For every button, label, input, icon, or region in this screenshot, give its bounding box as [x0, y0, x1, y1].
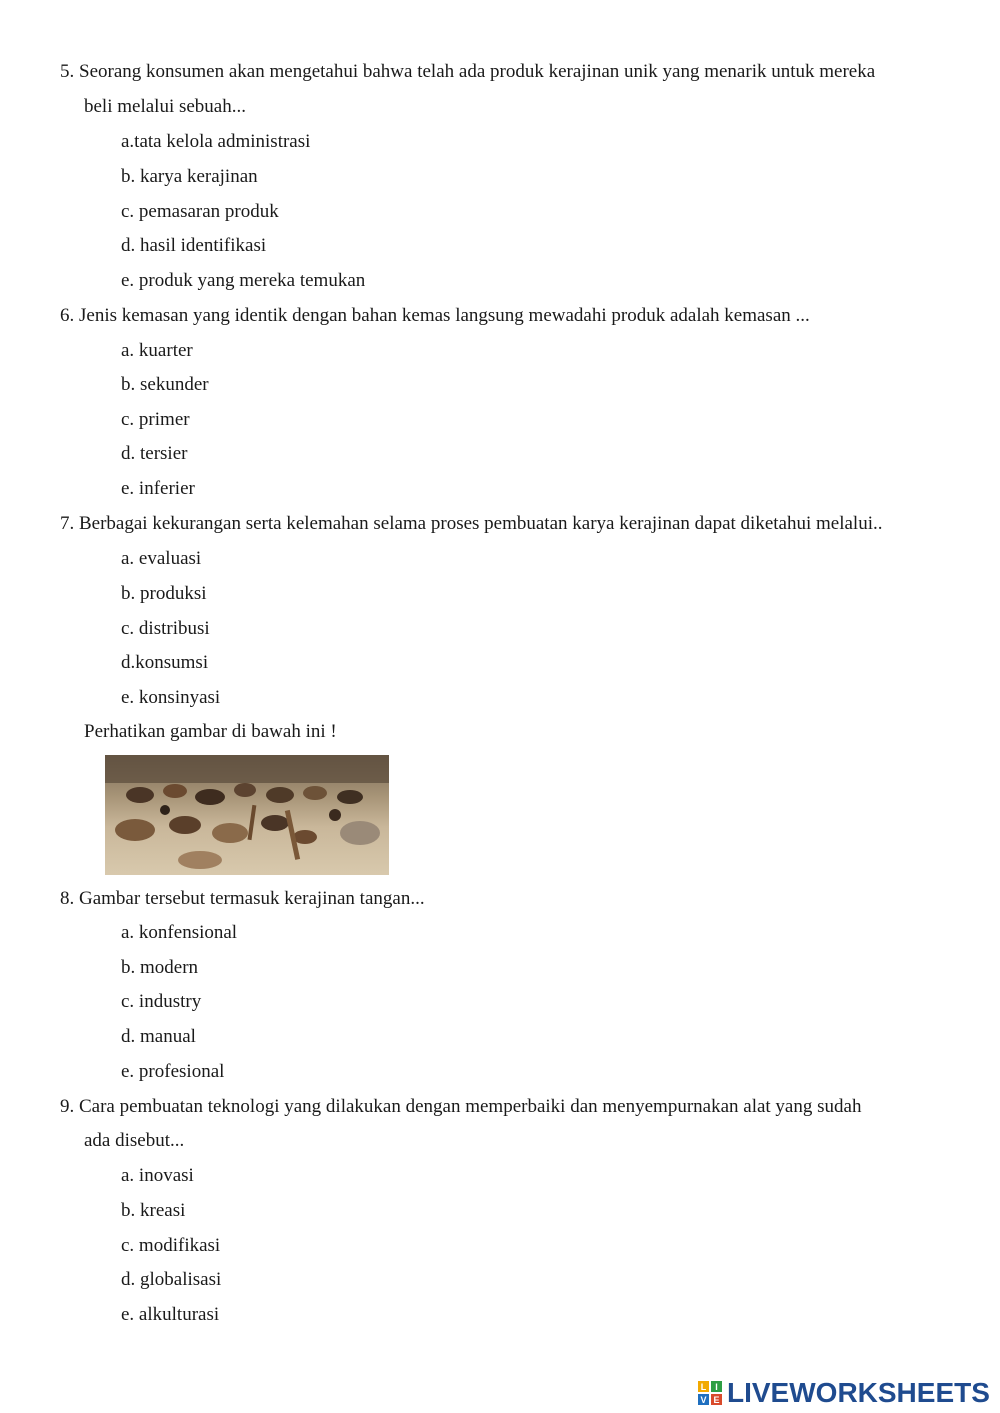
question-5-text-cont: beli melalui sebuah...: [84, 96, 246, 117]
svg-text:L: L: [700, 1382, 707, 1392]
q7-option-a: a. evaluasi: [121, 548, 202, 569]
question-9-text-cont: ada disebut...: [84, 1130, 185, 1151]
q6-option-b: b. sekunder: [121, 374, 209, 395]
q6-option-e: e. inferier: [121, 478, 195, 499]
q9-option-b: b. kreasi: [121, 1200, 186, 1221]
svg-text:V: V: [700, 1395, 707, 1405]
q8-option-d: d. manual: [121, 1026, 196, 1047]
craft-photo: [105, 755, 389, 875]
liveworksheets-logo-icon: [697, 1380, 723, 1406]
question-7-text: 7. Berbagai kekurangan serta kelemahan selama proses pembuatan karya kerajinan dapat diketahui melalui..: [60, 513, 883, 534]
svg-text:I: I: [715, 1382, 718, 1392]
q5-option-e: e. produk yang mereka temukan: [121, 270, 366, 291]
svg-text:E: E: [713, 1395, 720, 1405]
q9-option-a: a. inovasi: [121, 1165, 194, 1186]
q8-option-c: c. industry: [121, 991, 202, 1012]
q8-option-a: a. konfensional: [121, 922, 238, 943]
q9-option-d: d. globalisasi: [121, 1269, 222, 1290]
question-5-text: 5. Seorang konsumen akan mengetahui bahwa telah ada produk kerajinan unik yang menarik untuk mereka: [60, 61, 876, 82]
q5-option-b: b. karya kerajinan: [121, 166, 258, 187]
question-9-text: 9. Cara pembuatan teknologi yang dilakukan dengan memperbaiki dan menyempurnakan alat yang sudah: [60, 1096, 862, 1117]
q8-option-e: e. profesional: [121, 1061, 225, 1082]
craft-photo-illustration: [105, 755, 389, 875]
q5-option-d: d. hasil identifikasi: [121, 235, 267, 256]
q7-option-e: e. konsinyasi: [121, 687, 221, 708]
question-6-text: 6. Jenis kemasan yang identik dengan bahan kemas langsung mewadahi produk adalah kemasan ...: [60, 305, 810, 326]
q7-option-d: d.konsumsi: [121, 652, 209, 673]
liveworksheets-brand[interactable]: [697, 1376, 990, 1410]
q9-option-e: e. alkulturasi: [121, 1304, 220, 1325]
brand-name: LIVEWORKSHEETS: [727, 1377, 990, 1408]
q5-option-c: c. pemasaran produk: [121, 201, 279, 222]
image-instruction: Perhatikan gambar di bawah ini !: [84, 721, 337, 742]
q7-option-c: c. distribusi: [121, 618, 210, 639]
q8-option-b: b. modern: [121, 957, 199, 978]
q6-option-a: a. kuarter: [121, 340, 193, 361]
q6-option-c: c. primer: [121, 409, 190, 430]
q6-option-d: d. tersier: [121, 443, 188, 464]
question-8-text: 8. Gambar tersebut termasuk kerajinan tangan...: [60, 888, 425, 909]
q7-option-b: b. produksi: [121, 583, 207, 604]
q5-option-a: a.tata kelola administrasi: [121, 131, 311, 152]
q9-option-c: c. modifikasi: [121, 1235, 221, 1256]
